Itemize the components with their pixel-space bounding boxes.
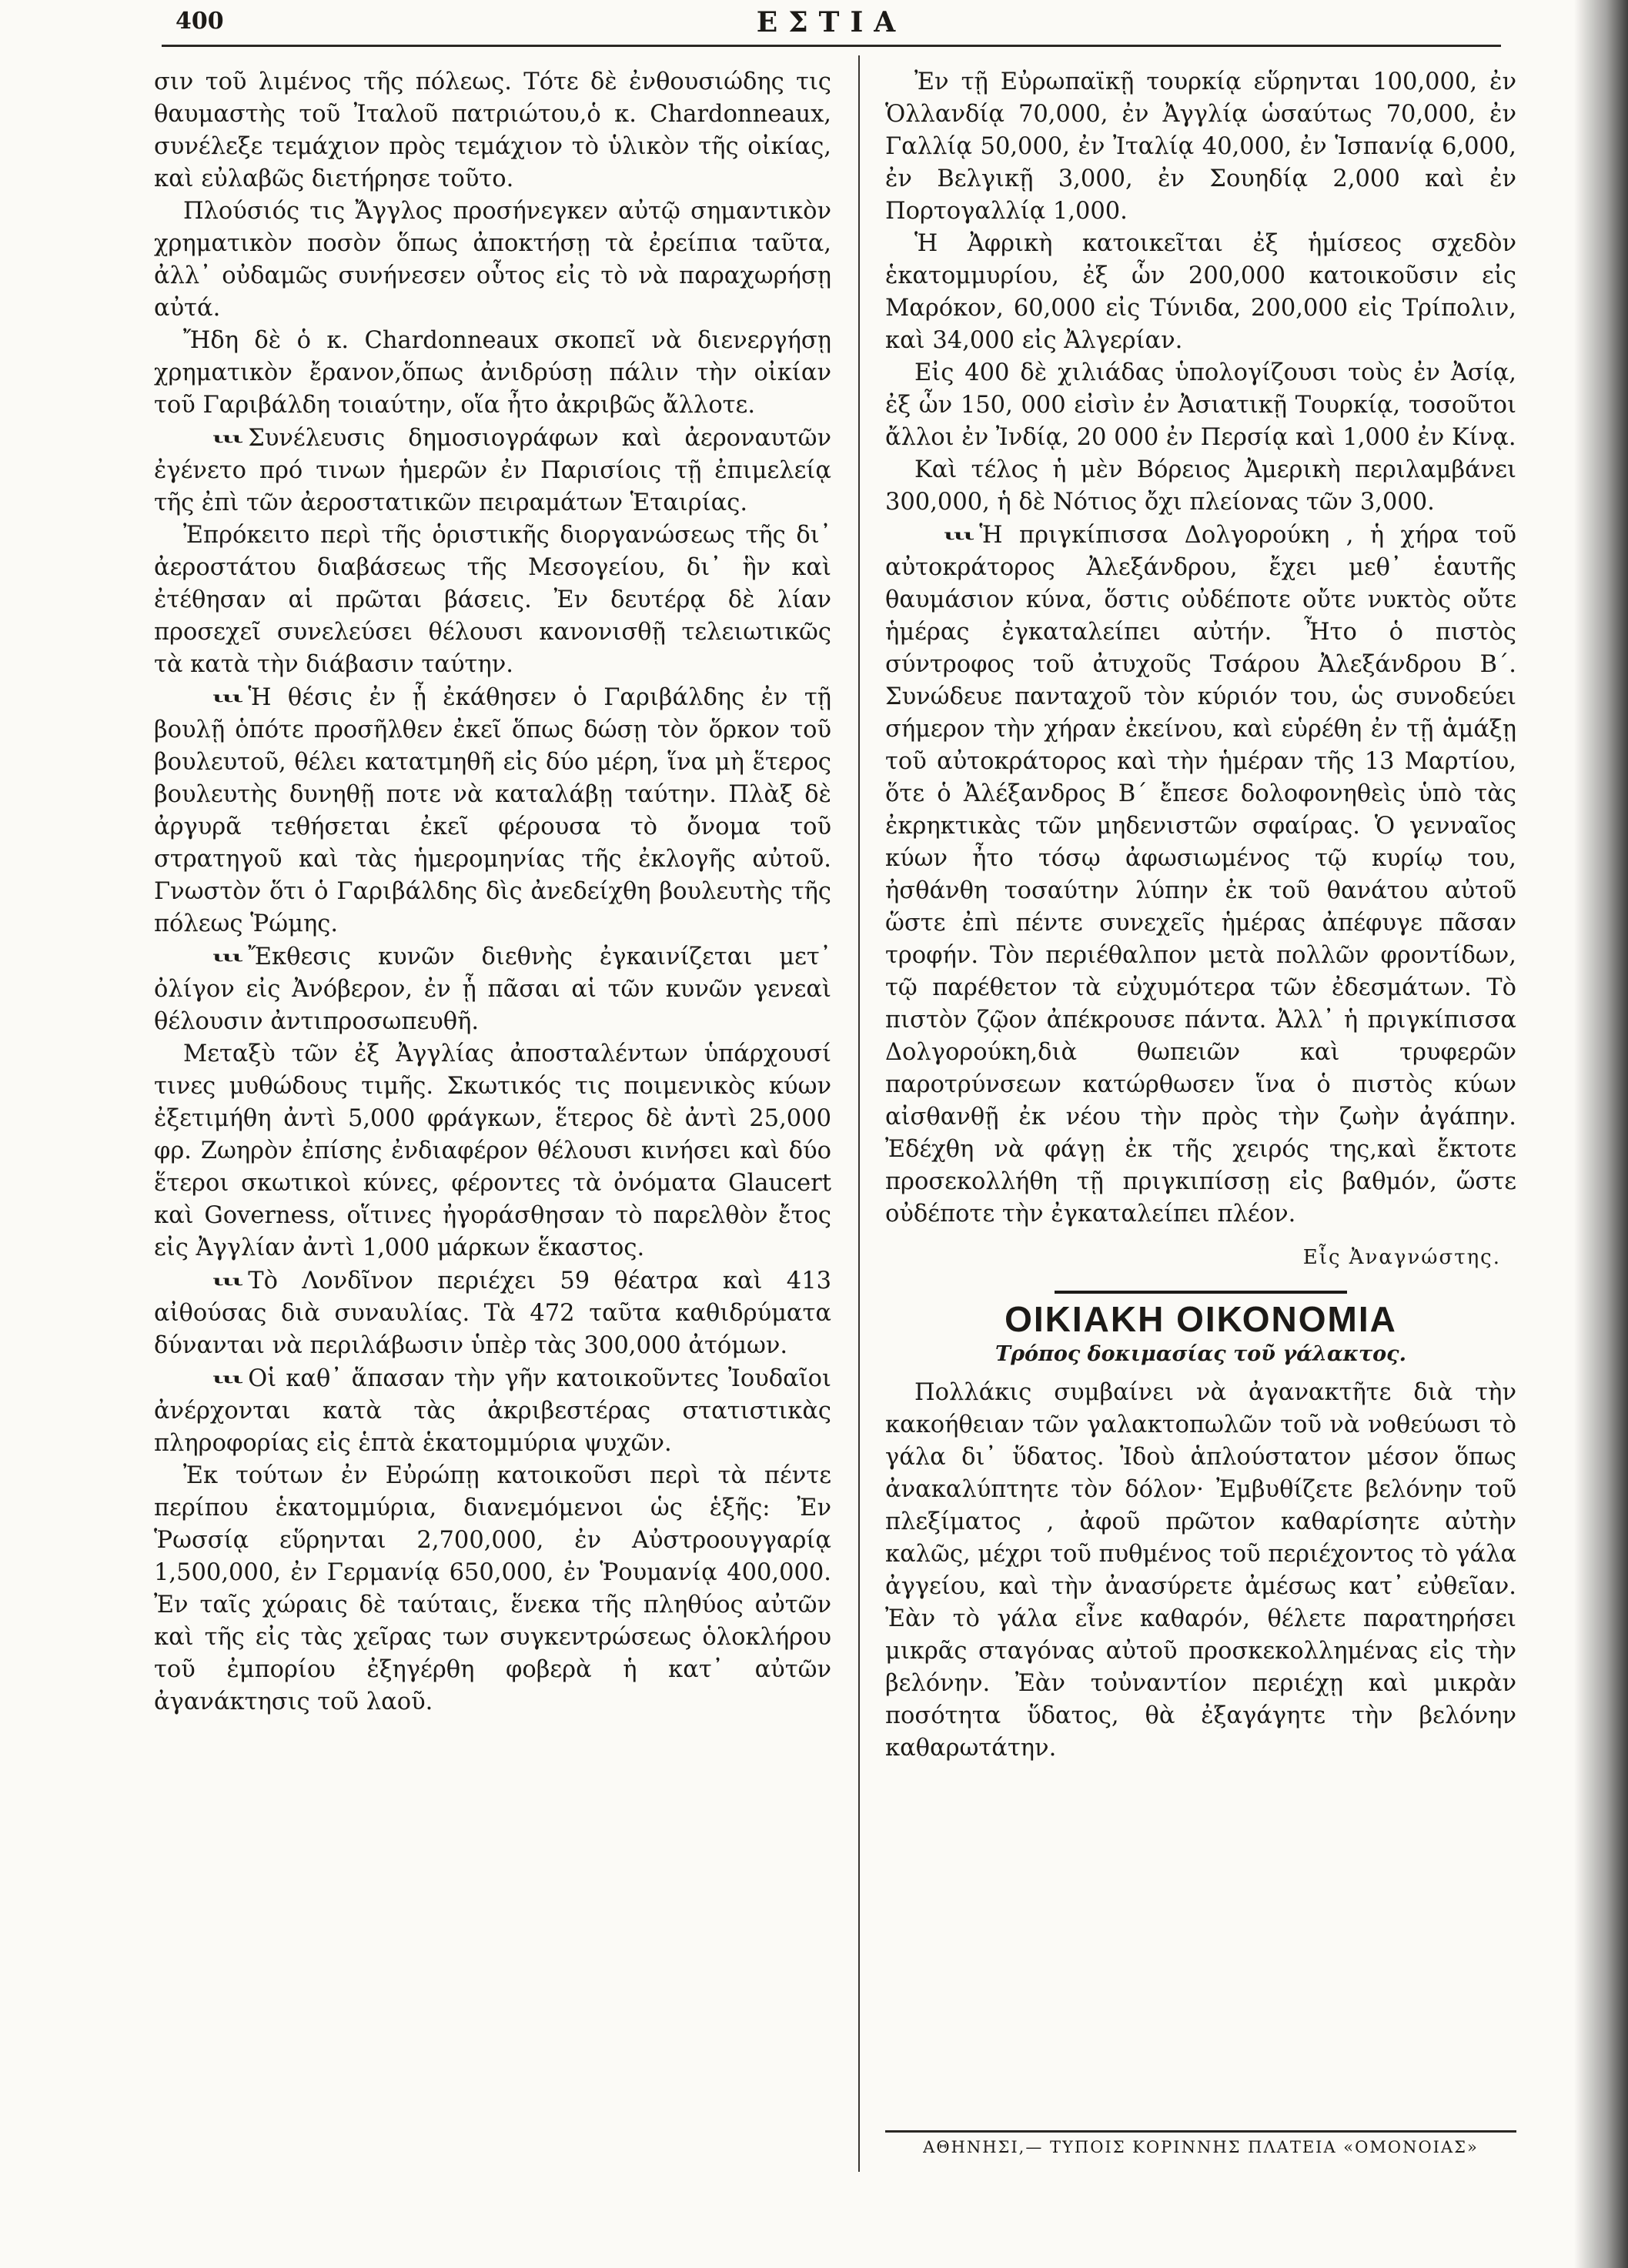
paragraph-text: Συνέλευσις δημοσιογράφων καὶ ἀεροναυτῶν ἐγένετο πρό τινων ἡμερῶν ἐν Παρισίοις τῇ ἐπιμελείᾳ τῆς ἐπὶ τῶν ἀεροστατικῶν πειραμάτων Ἑταιρίας. — [154, 425, 831, 516]
page-number: 400 — [176, 8, 224, 35]
printer-imprint: ΑΘΗΝΗΣΙ,— ΤΥΠΟΙΣ ΚΟΡΙΝΝΗΣ ΠΛΑΤΕΙΑ «ΟΜΟΝΟΙΑΣ» — [923, 2138, 1479, 2156]
paragraph: Καὶ τέλος ἡ μὲν Βόρειος Ἀμερικὴ περιλαμβάνει 300,000, ἡ δὲ Νότιος ὄχι πλείονας τῶν 3,000. — [885, 456, 1516, 516]
page-header — [162, 0, 1501, 46]
section-title: ΟΙΚΙΑΚΗ ΟΙΚΟΝΟΜΙΑ — [1005, 1299, 1397, 1339]
left-column — [154, 66, 831, 1719]
paragraph: Πολλάκις συμβαίνει νὰ ἀγανακτῆτε διὰ τὴν κακοήθειαν τῶν γαλακτοπωλῶν τοῦ νὰ νοθεύωσι τὸ γάλα δι᾽ ὕδατος. Ἰδοὺ ἁπλούστατον μέσον ὅπως ἀνακαλύπτητε τὸν δόλον· Ἐμβυθίζετε βελόνην τοῦ πλεξίματος , ἀφοῦ πρῶτον καθαρίσητε αὐτὴν καλῶς, μέχρι τοῦ πυθμένος τοῦ περιέχοντος τὸ γάλα ἀγγείου, καὶ τὴν ἀνασύρετε ἀμέσως κατ᾽ εὐθεῖαν. Ἐὰν τὸ γάλα εἶνε καθαρόν, θέλετε παρατηρήσει μικρᾶς σταγόνας αὐτοῦ προσκεκολλημένας εἰς τὴν βελόνην. Ἐὰν τοὐναντίον περιέχῃ καὶ μικρὰν ποσότητα ὕδατος, θὰ ἐξαγάγητε τὴν βελόνην καθαρωτάτην. — [885, 1379, 1516, 1762]
paragraph-text: Οἱ καθ᾽ ἅπασαν τὴν γῆν κατοικοῦντες Ἰουδαῖοι ἀνέρχονται κατὰ τὰς ἀκριβεστέρας στατιστικὰς πληροφορίας εἰς ἑπτὰ ἑκατομμύρια ψυχῶν. — [154, 1365, 831, 1457]
paragraph: Μεταξὺ τῶν ἐξ Ἀγγλίας ἀποσταλέντων ὑπάρχουσί τινες μυθώδους τιμῆς. Σκωτικός τις ποιμενικὸς κύων ἐξετιμήθη ἀντὶ 5,000 φράγκων, ἕτερος δὲ ἀντὶ 25,000 φρ. Ζωηρὸν ἐπίσης ἐνδιαφέρον θέλουσι κινήσει καὶ δύο ἕτεροι σκωτικοὶ κύνες, φέροντες τὰ ὀνόματα Glaucert καὶ Governess, οἵτινες ἠγοράσθησαν τὸ παρελθὸν ἔτος εἰς Ἀγγλίαν ἀντὶ 1,000 μάρκων ἕκαστος. — [154, 1040, 831, 1261]
paragraph: Ἐκ τούτων ἐν Εὐρώπῃ κατοικοῦσι περὶ τὰ πέντε περίπου ἑκατομμύρια, διανεμόμενοι ὡς ἑξῆς: Ἐν Ῥωσσίᾳ εὕρηνται 2,700,000, ἐν Αὐστροουγγαρίᾳ 1,500,000, ἐν Γερμανίᾳ 650,000, ἐν Ῥουμανίᾳ 400,000. Ἐν ταῖς χώραις δὲ ταύταις, ἕνεκα τῆς πληθύος αὐτῶν καὶ τῆς εἰς τὰς χεῖρας των συγκεντρώσεως ὁλοκλήρου τοῦ ἐμπορίου ἐξηγέρθη φοβερὰ ἡ κατ᾽ αὐτῶν ἀγανάκτησις τοῦ λαοῦ. — [154, 1462, 831, 1715]
ornament-icon: ιιι — [944, 526, 974, 543]
paragraph-text: Ἡ πριγκίπισσα Δολγορούκη , ἡ χήρα τοῦ αὐτοκράτορος Ἀλεξάνδρου, ἔχει μεθ᾽ ἑαυτῆς θαυμάσιον κύνα, ὅστις οὐδέποτε οὔτε νυκτὸς οὔτε ἡμέρας ἐγκαταλείπει αὐτήν. Ἦτο ὁ πιστὸς σύντροφος τοῦ ἀτυχοῦς Τσάρου Ἀλεξάνδρου Β΄. Συνώδευε πανταχοῦ τὸν κύριόν του, ὡς συνοδεύει σήμερον τὴν χήραν ἐκείνου, καὶ εὑρέθη ἐν τῇ ἁμάξῃ τοῦ αὐτοκράτορος καὶ τὴν ἡμέραν τῆς 13 Μαρτίου, ὅτε ὁ Ἀλέξανδρος Β΄ ἔπεσε δολοφονηθεὶς ὑπὸ τὰς ἐκρηκτικὰς τῶν μηδενιστῶν σφαίρας. Ὁ γενναῖος κύων ἦτο τόσῳ ἀφωσιωμένος τῷ κυρίῳ του, ἠσθάνθη τοσαύτην λύπην ἐκ τοῦ θανάτου αὐτοῦ ὥστε ἐπὶ πέντε συνεχεῖς ἡμέρας ἀπέφυγε πᾶσαν τροφήν. Τὸν περιέθαλπον μετὰ πολλῶν φροντίδων, τῷ παρέθετον τὰ εὐχυμότερα τῶν ἐδεσμάτων. Τὸ πιστὸν ζῷον ἀπέκρουσε πάντα. Ἀλλ᾽ ἡ πριγκίπισσα Δολγορούκη,διὰ θωπειῶν καὶ τρυφερῶν παροτρύνσεων κατώρθωσεν ἵνα ὁ πιστὸς κύων αἰσθανθῇ ἐκ νέου τὴν πρὸς τὴν ζωὴν ἀγάπην. Ἐδέχθη νὰ φάγῃ ἐκ τῆς χειρός της,καὶ ἔκτοτε προσεκολλήθη τῇ πριγκιπίσσῃ εἰς βαθμόν, ὥστε οὐδέποτε τὴν ἐγκαταλείπει πλέον. — [885, 522, 1516, 1228]
paragraph-text: Ἔκθεσις κυνῶν διεθνὴς ἐγκαινίζεται μετ᾽ ὀλίγον εἰς Ἀνόβερον, ἐν ᾗ πᾶσαι αἱ τῶν κυνῶν γενεαὶ θέλουσιν ἀντιπροσωπευθῆ. — [154, 944, 831, 1035]
paragraph-text: Ἡ θέσις ἐν ᾗ ἐκάθησεν ὁ Γαριβάλδης ἐν τῇ βουλῇ ὁπότε προσῆλθεν ἐκεῖ ὅπως δώσῃ τὸν ὅρκον τοῦ βουλευτοῦ, θέλει κατατμηθῆ εἰς δύο μέρη, ἵνα μὴ ἕτερος βουλευτὴς δυνηθῇ ποτε νὰ καταλάβῃ ταύτην. Πλὰξ δὲ ἀργυρᾶ τεθήσεται ἐκεῖ φέρουσα τὸ ὄνομα τοῦ στρατηγοῦ καὶ τὰς ἡμερομηνίας τῆς ἐκλογῆς αὐτοῦ. Γνωστὸν ὅτι ὁ Γαριβάλδης δὶς ἀνεδείχθη βουλευτὴς τῆς πόλεως Ῥώμης. — [154, 684, 831, 937]
news-item — [154, 940, 831, 1038]
ornament-icon: ιιι — [212, 689, 242, 706]
paragraph: σιν τοῦ λιμένος τῆς πόλεως. Τότε δὲ ἐνθουσιώδης τις θαυμαστὴς τοῦ Ἰταλοῦ πατριώτου,ὁ κ. Chardonneaux, συνέλεξε τεμάχιον πρὸς τεμάχιον τὸ ὑλικὸν τῆς οἰκίας, καὶ εὐλαβῶς διετήρησε τοῦτο. — [154, 68, 831, 192]
paragraph: Εἰς 400 δὲ χιλιάδας ὑπολογίζουσι τοὺς ἐν Ἀσίᾳ, ἐξ ὧν 150, 000 εἰσὶν ἐν Ἀσιατικῇ Τουρκίᾳ, τοσοῦτοι ἄλλοι ἐν Ἰνδίᾳ, 20 000 ἐν Περσίᾳ καὶ 1,000 ἐν Κίνᾳ. — [885, 359, 1516, 451]
column-divider — [858, 55, 860, 2172]
ornament-icon: ιιι — [212, 1370, 242, 1387]
paragraph-text: Τὸ Λονδῖνον περιέχει 59 θέατρα καὶ 413 αἰθούσας διὰ συναυλίας. Τὰ 472 ταῦτα καθιδρύματα δύνανται νὰ περιλάβωσιν ὑπὲρ τὰς 300,000 ἀτόμων. — [154, 1268, 831, 1359]
paragraph: Πλούσιός τις Ἄγγλος προσήνεγκεν αὐτῷ σημαντικὸν χρηματικὸν ποσὸν ὅπως ἀποκτήσῃ τὰ ἐρείπια ταῦτα, ἀλλ᾽ οὐδαμῶς συνήνεσεν οὗτος εἰς τὸ νὰ παραχωρήσῃ αὐτά. — [154, 198, 831, 322]
section-rule — [1055, 1291, 1347, 1294]
header-rule — [162, 45, 1501, 47]
paragraph: Ἐν τῇ Εὐρωπαϊκῇ τουρκίᾳ εὕρηνται 100,000, ἐν Ὁλλανδίᾳ 70,000, ἐν Ἀγγλίᾳ ὡσαύτως 70,000, ἐν Γαλλίᾳ 50,000, ἐν Ἰταλίᾳ 40,000, ἐν Ἱσπανίᾳ 6,000, ἐν Βελγικῇ 3,000, ἐν Σουηδίᾳ 2,000 καὶ ἐν Πορτογαλλίᾳ 1,000. — [885, 68, 1516, 225]
ornament-icon: ιιι — [212, 948, 242, 965]
news-item — [154, 1264, 831, 1362]
signature: Εἷς Ἀναγνώστης. — [1302, 1246, 1501, 1269]
footer-rule — [885, 2130, 1516, 2133]
page-edge-shadow — [1574, 0, 1628, 2268]
news-item — [154, 422, 831, 519]
ornament-icon: ιιι — [212, 429, 242, 446]
right-column — [885, 66, 1516, 1765]
paragraph: Ἡ Ἀφρικὴ κατοικεῖται ἐξ ἡμίσεος σχεδὸν ἑκατομμυρίου, ἐξ ὧν 200,000 κατοικοῦσιν εἰς Μαρόκον, 60,000 εἰς Τύνιδα, 200,000 εἰς Τρίπολιν, καὶ 34,000 εἰς Ἀλγερίαν. — [885, 230, 1516, 354]
ornament-icon: ιιι — [212, 1272, 242, 1289]
paragraph: Ἐπρόκειτο περὶ τῆς ὁριστικῆς διοργανώσεως τῆς δι᾽ ἀεροστάτου διαβάσεως τῆς Μεσογείου, δι᾽ ἣν καὶ ἐτέθησαν αἱ πρῶται βάσεις. Ἐν δευτέρᾳ δὲ λίαν προσεχεῖ συνελεύσει θέλουσι κανονισθῇ τελειωτικῶς τὰ κατὰ τὴν διάβασιν ταύτην. — [154, 522, 831, 678]
news-item — [154, 681, 831, 940]
news-item — [885, 519, 1516, 1231]
journal-title: ΕΣΤΙΑ — [756, 6, 907, 38]
paragraph: Ἤδη δὲ ὁ κ. Chardonneaux σκοπεῖ νὰ διενεργήσῃ χρηματικὸν ἔρανον,ὅπως ἀνιδρύσῃ πάλιν τὴν οἰκίαν τοῦ Γαριβάλδη τοιαύτην, οἵα ἦτο ἀκριβῶς ἄλλοτε. — [154, 327, 831, 419]
section-subtitle: Τρόπος δοκιμασίας τοῦ γάλακτος. — [995, 1342, 1406, 1366]
news-item — [154, 1362, 831, 1460]
